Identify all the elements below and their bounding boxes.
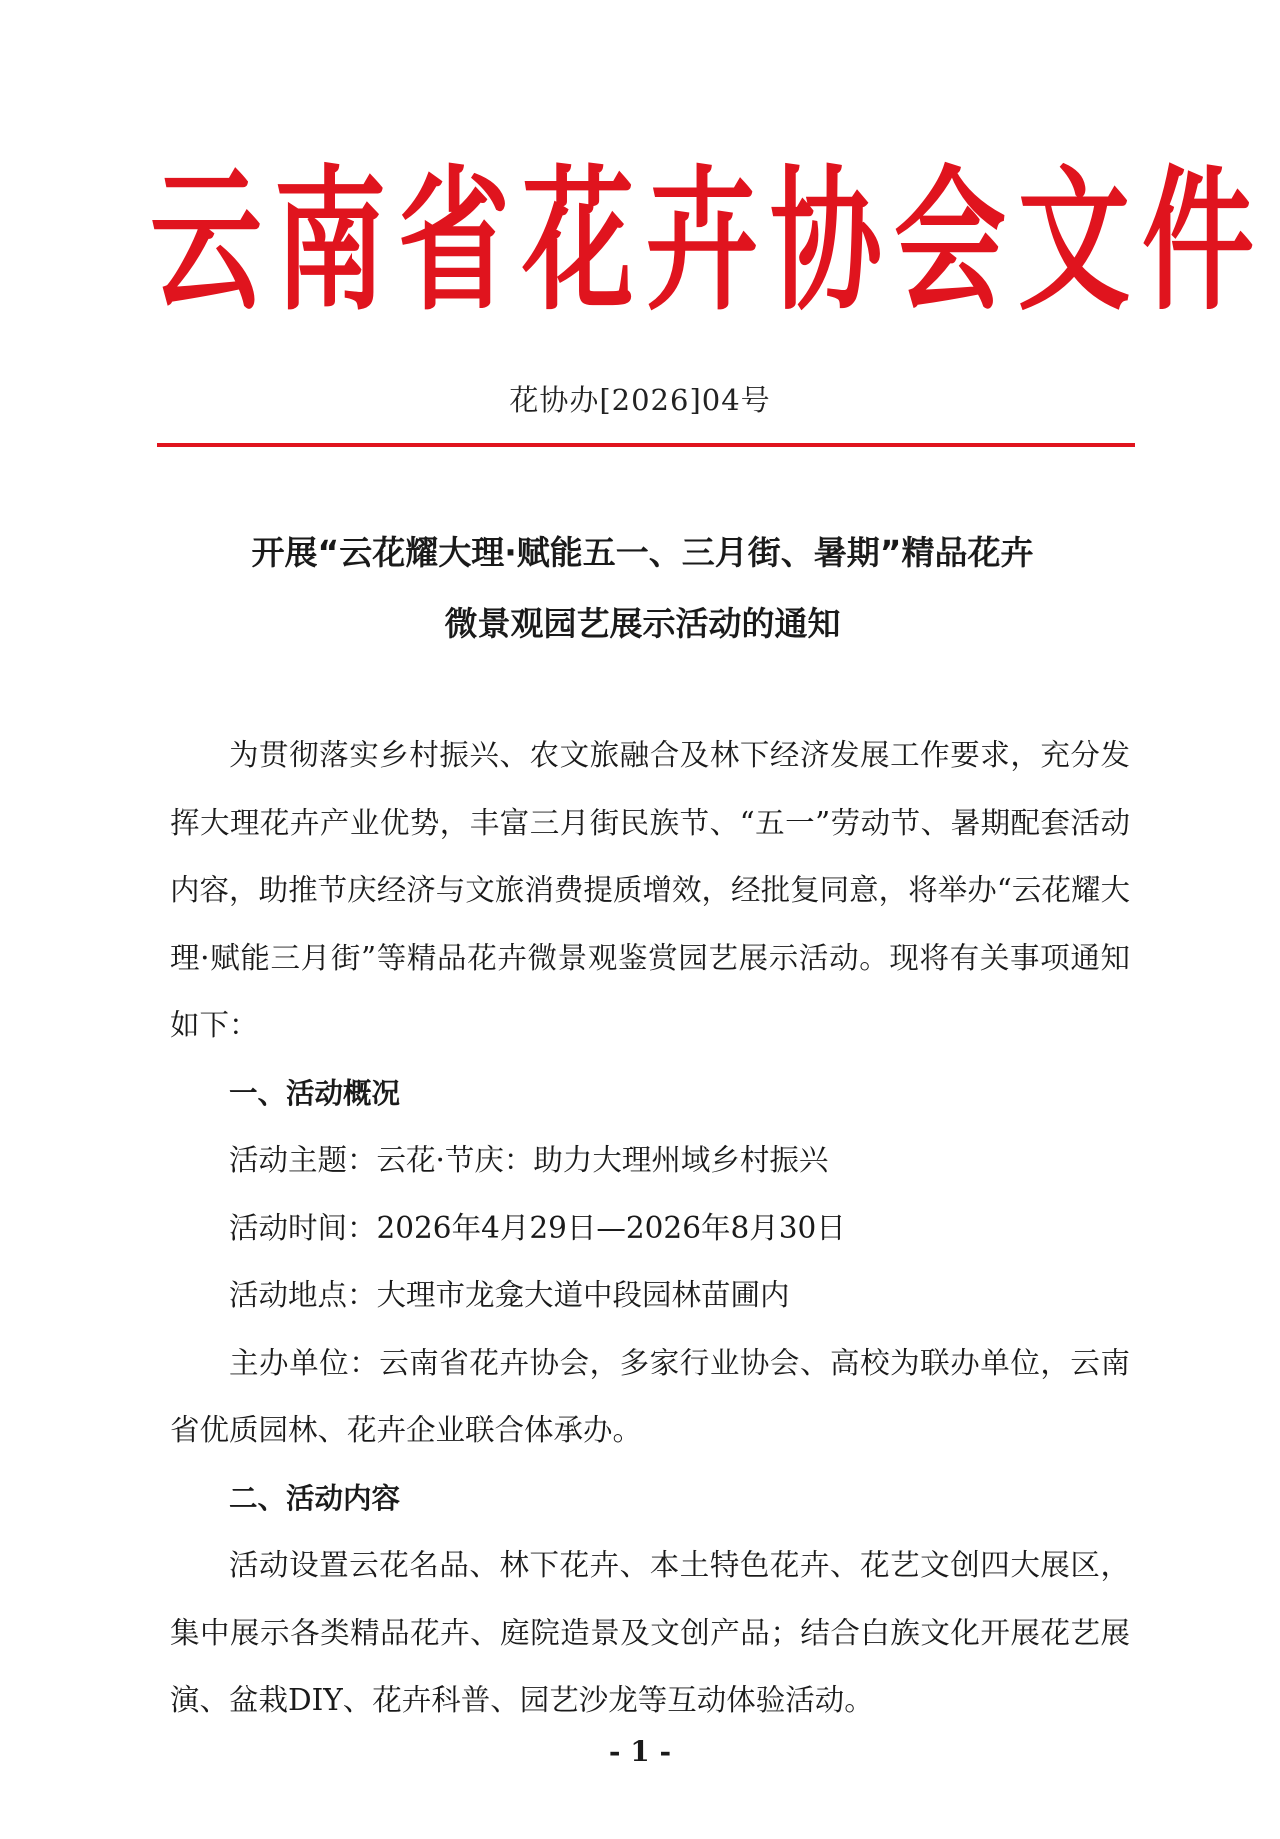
red-divider (157, 443, 1135, 447)
notice-title-line-2: 微景观园艺展示活动的通知 (444, 604, 841, 643)
activity-content: 活动设置云花名品、林下花卉、本土特色花卉、花艺文创四大展区，集中展示各类精品花卉、庭院造景及文创产品；结合白族文化开展花艺展演、盆栽DIY、花卉科普、园艺沙龙等互动体验活动。 (170, 1548, 1130, 1717)
activity-time: 活动时间：2026年4月29日—2026年8月30日 (229, 1210, 846, 1245)
activity-organizer: 主办单位：云南省花卉协会，多家行业协会、高校为联办单位，云南省优质园林、花卉企业联合体承办。 (170, 1345, 1130, 1447)
notice-body (170, 722, 1130, 1735)
activity-theme: 活动主题：云花·节庆：助力大理州域乡村振兴 (229, 1143, 829, 1177)
section-heading-content: 二、活动内容 (229, 1481, 401, 1515)
section-heading-overview: 一、活动概况 (229, 1076, 401, 1110)
intro-paragraph: 为贯彻落实乡村振兴、农文旅融合及林下经济发展工作要求，充分发挥大理花卉产业优势，丰富三月街民族节、“五一”劳动节、暑期配套活动内容，助推节庆经济与文旅消费提质增效，经批复同意，将举办“云花耀大理·赋能三月街”等精品花卉微景观鉴赏园艺展示活动。现将有关事项通知如下： (170, 738, 1130, 1042)
document-number: 花协办[2026]04号 (509, 383, 771, 417)
activity-location: 活动地点：大理市龙龛大道中段园林苗圃内 (229, 1278, 790, 1312)
notice-title-line-1: 开展“云花耀大理·赋能五一、三月街、暑期”精品花卉 (251, 533, 1034, 572)
page-number: - 1 - (608, 1735, 672, 1768)
masthead-title: 云南省花卉协会文件 (150, 151, 1266, 332)
